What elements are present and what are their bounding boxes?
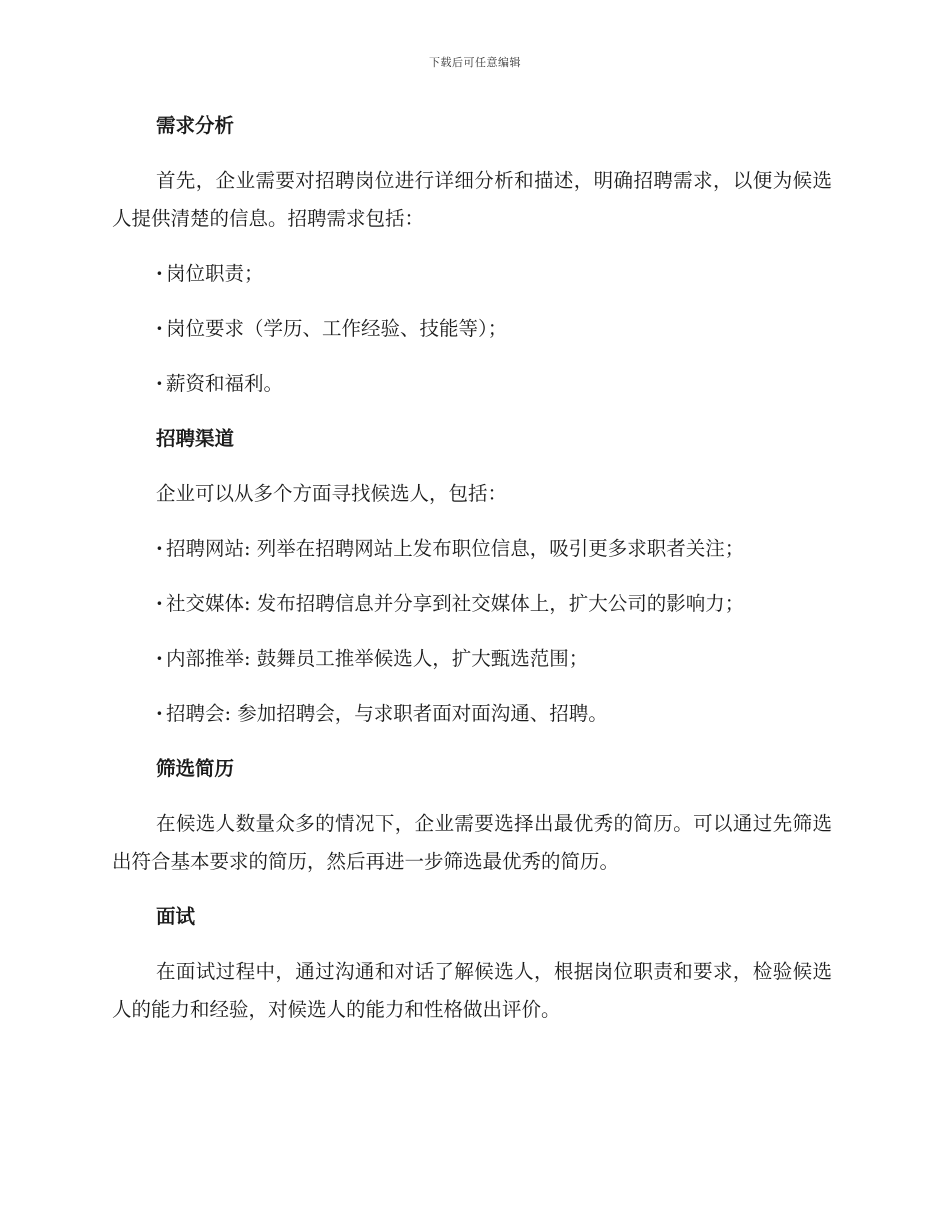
section-heading-recruit-channels: 招聘渠道 [156, 427, 235, 450]
list-item-text: 岗位要求（学历、工作经验、技能等）； [166, 317, 508, 340]
section-heading-interview: 面试 [156, 905, 196, 928]
bullet-dot-icon: · [156, 372, 163, 395]
list-item-text: 内部推举: 鼓舞员工推举候选人，扩大甄选范围； [166, 647, 589, 670]
list-item [112, 640, 832, 678]
bullet-dot-icon: · [156, 647, 163, 670]
bullet-dot-icon: · [156, 262, 163, 285]
section-paragraph-interview: 在面试过程中，通过沟通和对话了解候选人，根据岗位职责和要求，检验候选人的能力和经验，对候选人的能力和性格做出评价。 [112, 960, 832, 1021]
section-paragraph-needs-analysis: 首先，企业需要对招聘岗位进行详细分析和描述，明确招聘需求，以便为候选人提供清楚的信息。招聘需求包括： [112, 169, 832, 230]
list-item [112, 585, 832, 623]
bullet-dot-icon: · [156, 702, 163, 725]
bullet-dot-icon: · [156, 592, 163, 615]
list-item-text: 社交媒体: 发布招聘信息并分享到社交媒体上，扩大公司的影响力； [166, 592, 745, 615]
section-heading-resume-screening: 筛选简历 [156, 757, 235, 780]
list-item [112, 255, 832, 293]
section-paragraph-resume-screening: 在候选人数量众多的情况下，企业需要选择出最优秀的简历。可以通过先筛选出符合基本要求的简历，然后再进一步筛选最优秀的简历。 [112, 812, 832, 873]
bullet-dot-icon: · [156, 537, 163, 560]
list-item [112, 530, 832, 568]
list-item-text: 招聘网站: 列举在招聘网站上发布职位信息，吸引更多求职者关注； [166, 537, 745, 560]
bullet-dot-icon: · [156, 317, 163, 340]
list-item [112, 365, 832, 403]
list-item-text: 岗位职责； [166, 262, 264, 285]
list-item [112, 310, 832, 348]
section-paragraph-recruit-channels: 企业可以从多个方面寻找候选人，包括： [156, 482, 508, 505]
list-item [112, 695, 832, 733]
document-body [112, 107, 832, 1046]
list-item-text: 薪资和福利。 [166, 372, 284, 395]
list-item-text: 招聘会: 参加招聘会，与求职者面对面沟通、招聘。 [166, 702, 608, 725]
section-heading-needs-analysis: 需求分析 [156, 114, 235, 137]
page-header-note: 下载后可任意编辑 [429, 56, 521, 69]
